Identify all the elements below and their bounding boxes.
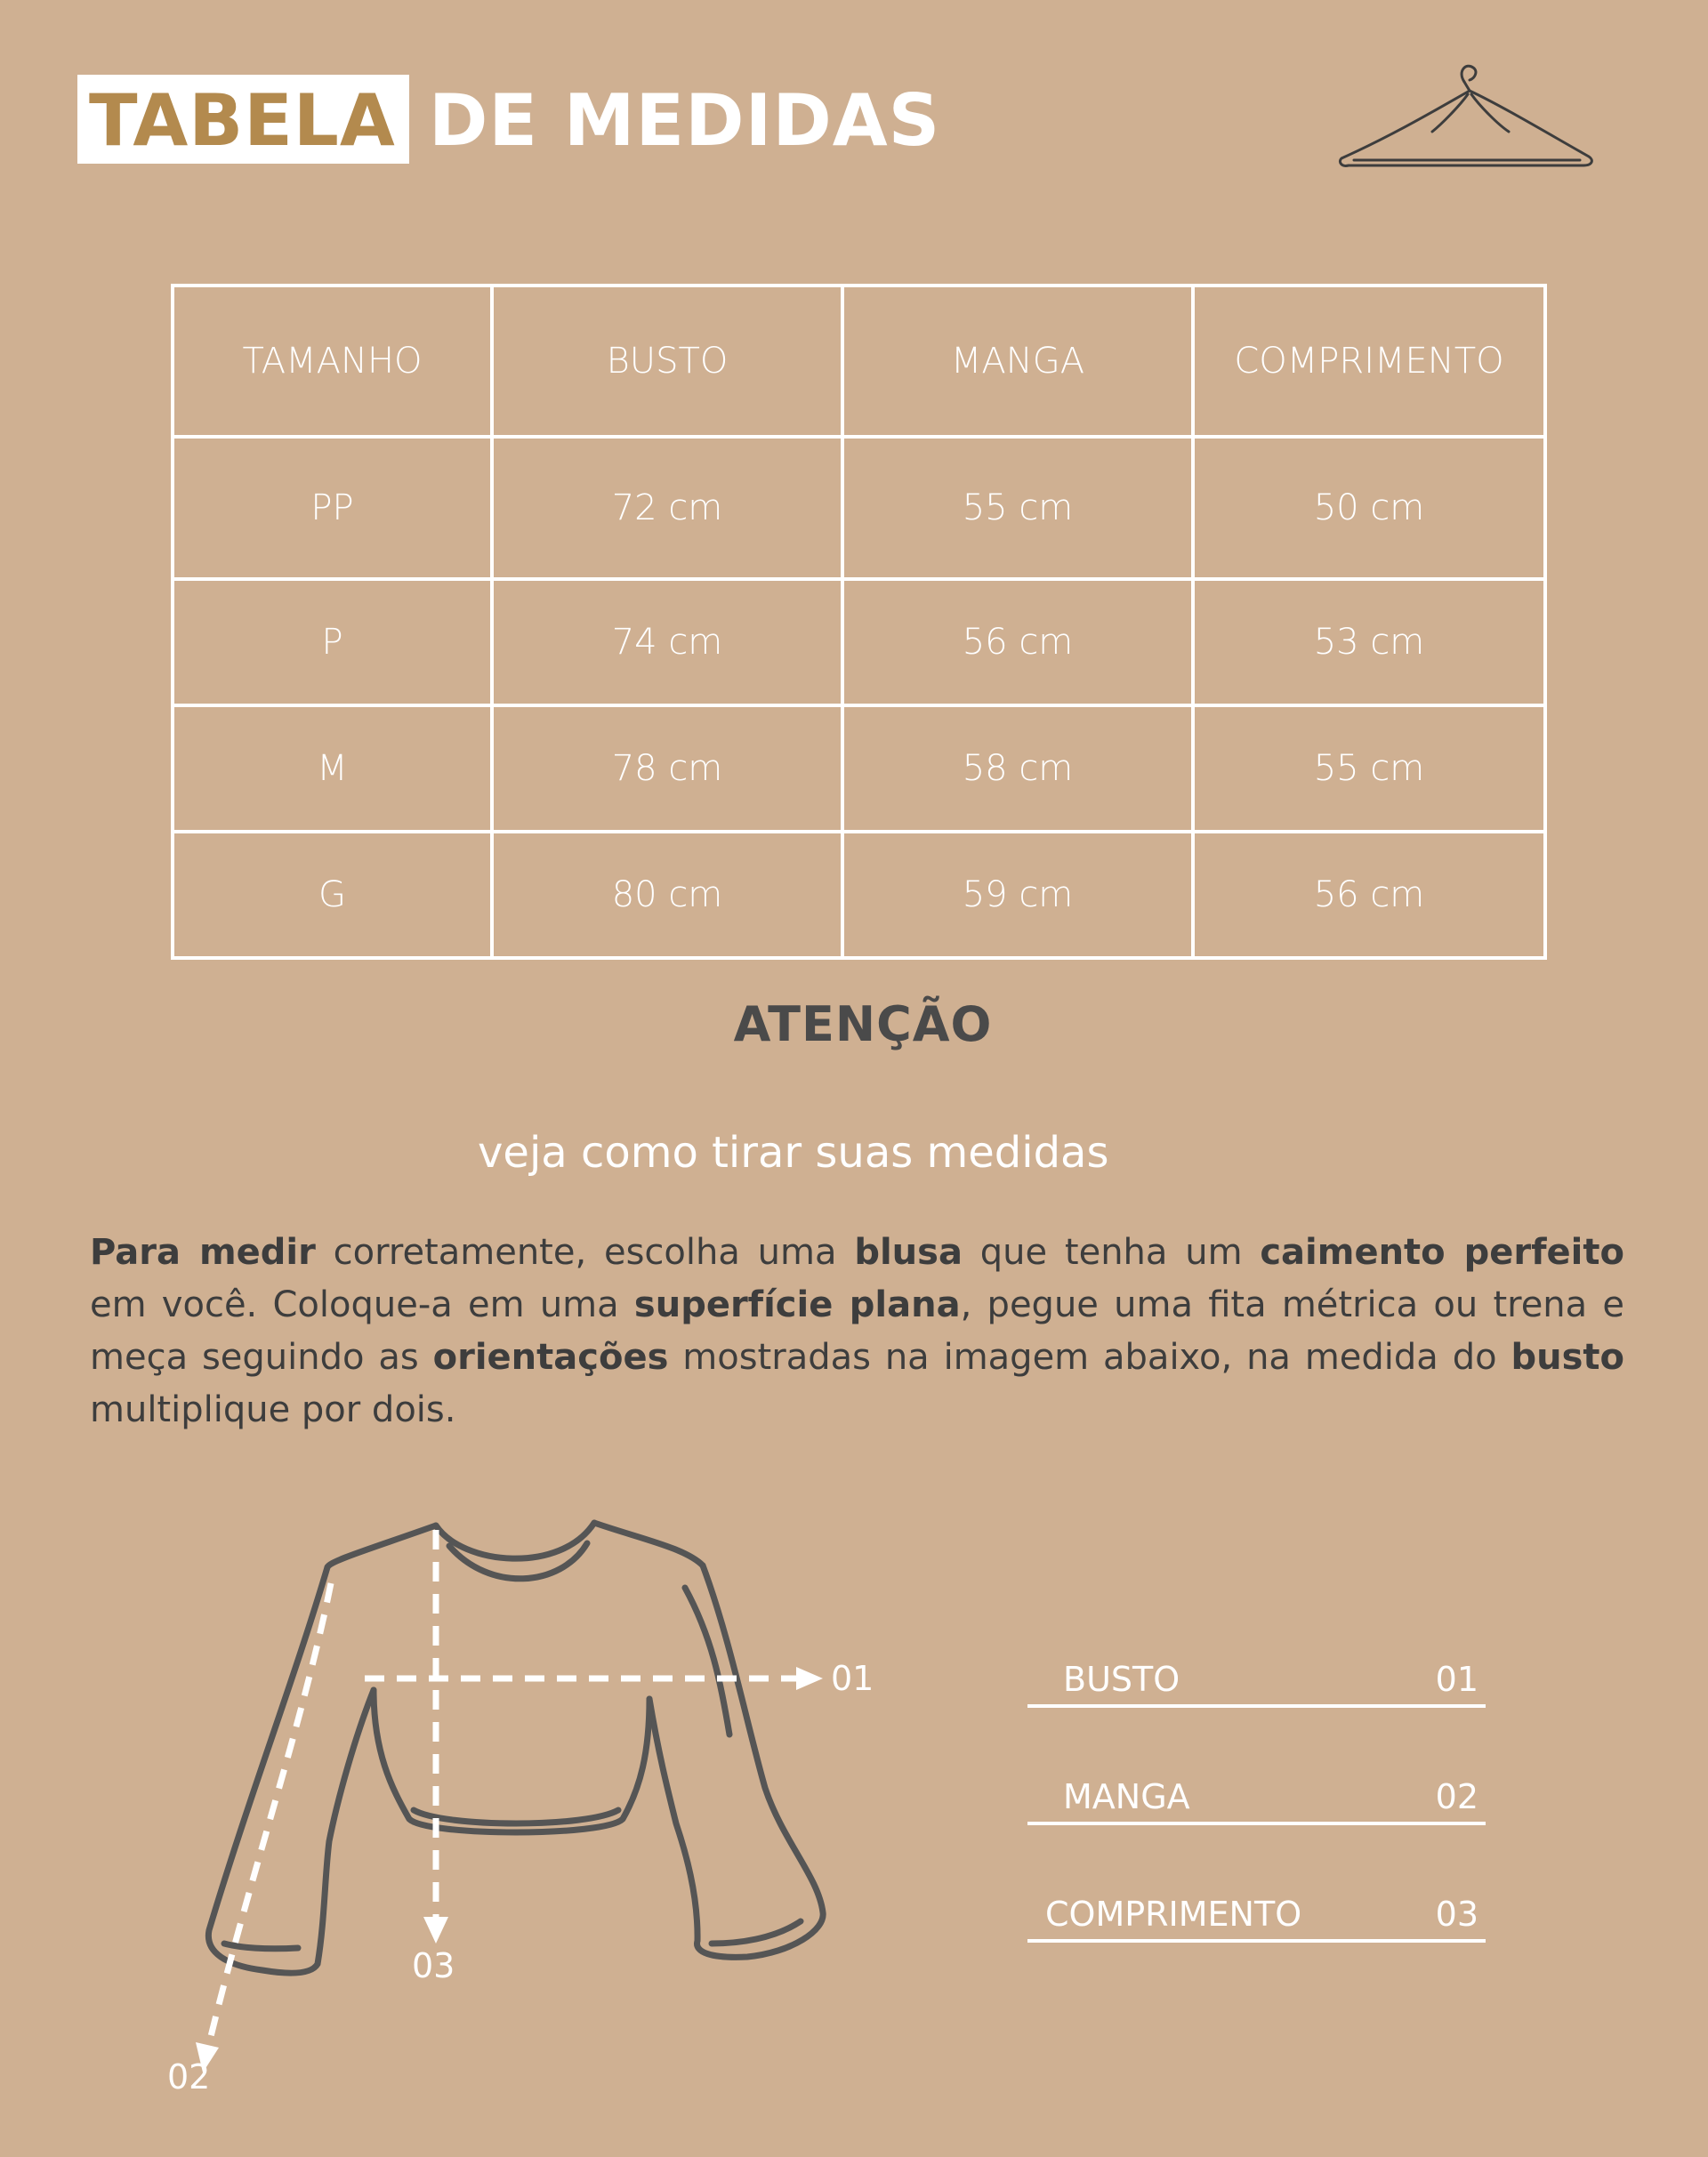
- table-cell: 56 cm: [1193, 832, 1545, 958]
- table-cell: 80 cm: [492, 832, 842, 958]
- bust-marker-label: 01: [831, 1659, 874, 1698]
- table-cell: 74 cm: [492, 579, 842, 705]
- table-cell: 55 cm: [1193, 705, 1545, 832]
- table-cell: P: [173, 579, 492, 705]
- legend-number: 02: [1435, 1777, 1478, 1816]
- instruction-text: , pegue uma fita métrica ou trena e meça seguindo as: [90, 1284, 1625, 1378]
- table-cell: 59 cm: [842, 832, 1193, 958]
- legend-number: 01: [1435, 1660, 1478, 1699]
- table-header-row: [173, 286, 1545, 437]
- legend-underline: [1027, 1822, 1486, 1825]
- instruction-text: em você. Coloque-a em uma: [90, 1284, 634, 1325]
- table-row: [173, 832, 1545, 958]
- legend-underline: [1027, 1939, 1486, 1943]
- instruction-text: que tenha um: [962, 1232, 1261, 1273]
- table-cell: 55 cm: [842, 437, 1193, 579]
- table-cell: 58 cm: [842, 705, 1193, 832]
- instruction-bold: caimento perfeito: [1260, 1232, 1624, 1273]
- header-cell: MANGA: [842, 286, 1193, 437]
- table-cell: 50 cm: [1193, 437, 1545, 579]
- sleeve-marker-label: 02: [167, 2057, 211, 2097]
- hanger-icon: [1334, 36, 1601, 187]
- instruction-text: corretamente, escolha uma: [315, 1232, 855, 1273]
- legend-row-busto: [1027, 1654, 1486, 1708]
- size-table: [171, 284, 1547, 960]
- table-row: [173, 437, 1545, 579]
- header-cell: TAMANHO: [173, 286, 492, 437]
- table-cell: 56 cm: [842, 579, 1193, 705]
- table-cell: PP: [173, 437, 492, 579]
- instruction-text: multiplique por dois.: [90, 1389, 456, 1430]
- table-cell: 72 cm: [492, 437, 842, 579]
- legend-label: MANGA: [1063, 1777, 1190, 1816]
- table-cell: 78 cm: [492, 705, 842, 832]
- table-row: [173, 705, 1545, 832]
- table-row: [173, 579, 1545, 705]
- instruction-bold: blusa: [854, 1232, 963, 1273]
- legend-number: 03: [1435, 1895, 1478, 1934]
- legend-row-comprimento: [1027, 1889, 1486, 1943]
- page-title-rest: DE MEDIDAS: [429, 79, 941, 162]
- header-cell: BUSTO: [492, 286, 842, 437]
- legend-label: COMPRIMENTO: [1045, 1895, 1302, 1934]
- instruction-text: mostradas na imagem abaixo, na medida do: [668, 1337, 1511, 1378]
- instruction-bold: Para medir: [90, 1232, 316, 1273]
- instructions-paragraph: [90, 1227, 1624, 1437]
- attention-heading: ATENÇÃO: [733, 996, 993, 1052]
- header-cell: COMPRIMENTO: [1193, 286, 1545, 437]
- instruction-bold: superfície plana: [633, 1284, 961, 1325]
- page-title-highlight: TABELA: [89, 79, 396, 162]
- legend-label: BUSTO: [1063, 1660, 1180, 1699]
- table-cell: M: [173, 705, 492, 832]
- instruction-bold: busto: [1511, 1337, 1624, 1378]
- length-marker-label: 03: [412, 1946, 455, 1985]
- subtitle: veja como tirar suas medidas: [478, 1128, 1109, 1178]
- instruction-bold: orientações: [432, 1337, 669, 1378]
- legend-row-manga: [1027, 1772, 1486, 1825]
- legend-underline: [1027, 1704, 1486, 1708]
- table-cell: 53 cm: [1193, 579, 1545, 705]
- blouse-diagram: [142, 1503, 943, 2108]
- table-cell: G: [173, 832, 492, 958]
